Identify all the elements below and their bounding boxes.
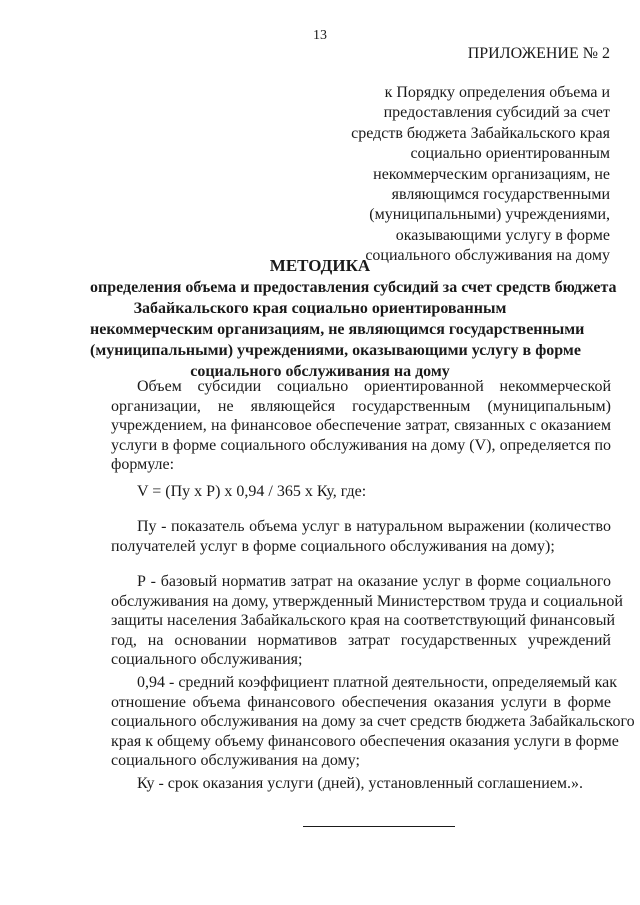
definition-ku: Ку - срок оказания услуги (дней), установленный соглашением.». (137, 775, 583, 792)
appendix-title: ПРИЛОЖЕНИЕ № 2 (467, 45, 610, 62)
paragraph-line: социального обслуживания на дому за счет средств бюджета Забайкальского (111, 713, 635, 730)
paragraph-line: обслуживания на дому, утвержденный Министерством труда и социальной (111, 592, 623, 610)
paragraph-line: 0,94 - средний коэффициент платной деятельности, определяемый как (137, 674, 617, 691)
paragraph-line: социального обслуживания на дому; (111, 752, 360, 769)
paragraph-line: формуле: (111, 456, 175, 473)
paragraph-line: социального обслуживания; (111, 651, 303, 668)
appendix-reference-line: предоставления субсидий за счет (383, 104, 610, 122)
appendix-reference (330, 83, 610, 267)
appendix-reference-line: к Порядку определения объема и (384, 84, 610, 101)
paragraph-line: Объем субсидии социально ориентированной некоммерческой (137, 378, 611, 395)
footer-divider (303, 826, 455, 827)
paragraph-line: год, на основании нормативов затрат государственных учреждений (111, 631, 611, 649)
paragraph-line: отношение объема финансового обеспечения оказания услуги в форме (111, 693, 611, 711)
subtitle-line: социального обслуживания на дому (190, 363, 450, 380)
paragraph-line: Пу - показатель объема услуг в натуральном выражении (количество (137, 518, 611, 535)
intro-paragraph (111, 377, 611, 475)
document-subtitle (90, 277, 617, 382)
paragraph-line: края к общему объему финансового обеспечения оказания услуги в форме (111, 732, 619, 750)
appendix-reference-line: средств бюджета Забайкальского края (351, 124, 610, 142)
paragraph-line: защиты населения Забайкальского края на соответствующий финансовый (111, 612, 616, 629)
document-title: МЕТОДИКА (269, 256, 371, 275)
appendix-reference-line: социального обслуживания на дому (365, 247, 610, 265)
appendix-reference-line: являющимся государственными (391, 186, 610, 204)
paragraph-line: получателей услуг в форме социального обслуживания на дому); (111, 537, 555, 555)
paragraph-line: учреждением, на финансовое обеспечение затрат, связанных с оказанием (111, 417, 611, 434)
appendix-reference-line: некоммерческим организациям, не (373, 165, 610, 183)
appendix-reference-line: (муниципальными) учреждениями, (369, 206, 610, 224)
subtitle-line: определения объема и предоставления субсидий за счет средств бюджета (90, 279, 617, 296)
paragraph-line: услуги в форме социального обслуживания на дому (V), определяется по (111, 436, 611, 454)
appendix-reference-line: социально ориентированным (410, 145, 610, 163)
definition-r (111, 572, 623, 670)
formula: V = (Пу х Р) х 0,94 / 365 х Ку, где: (137, 483, 367, 500)
paragraph-line: организации, не являющейся государственным (муниципальным) (111, 397, 611, 415)
appendix-reference-line: оказывающими услугу в форме (395, 226, 610, 244)
definition-pu (111, 517, 611, 556)
subtitle-line: (муниципальными) учреждениями, оказывающими услугу в форме (90, 342, 581, 359)
subtitle-line: Забайкальского края социально ориентированным (133, 300, 507, 317)
paragraph-line: Р - базовый норматив затрат на оказание услуг в форме социального (137, 573, 611, 590)
page-number: 13 (313, 28, 327, 43)
definition-coefficient (111, 673, 635, 771)
subtitle-line: некоммерческим организациям, не являющимся государственными (90, 321, 585, 338)
